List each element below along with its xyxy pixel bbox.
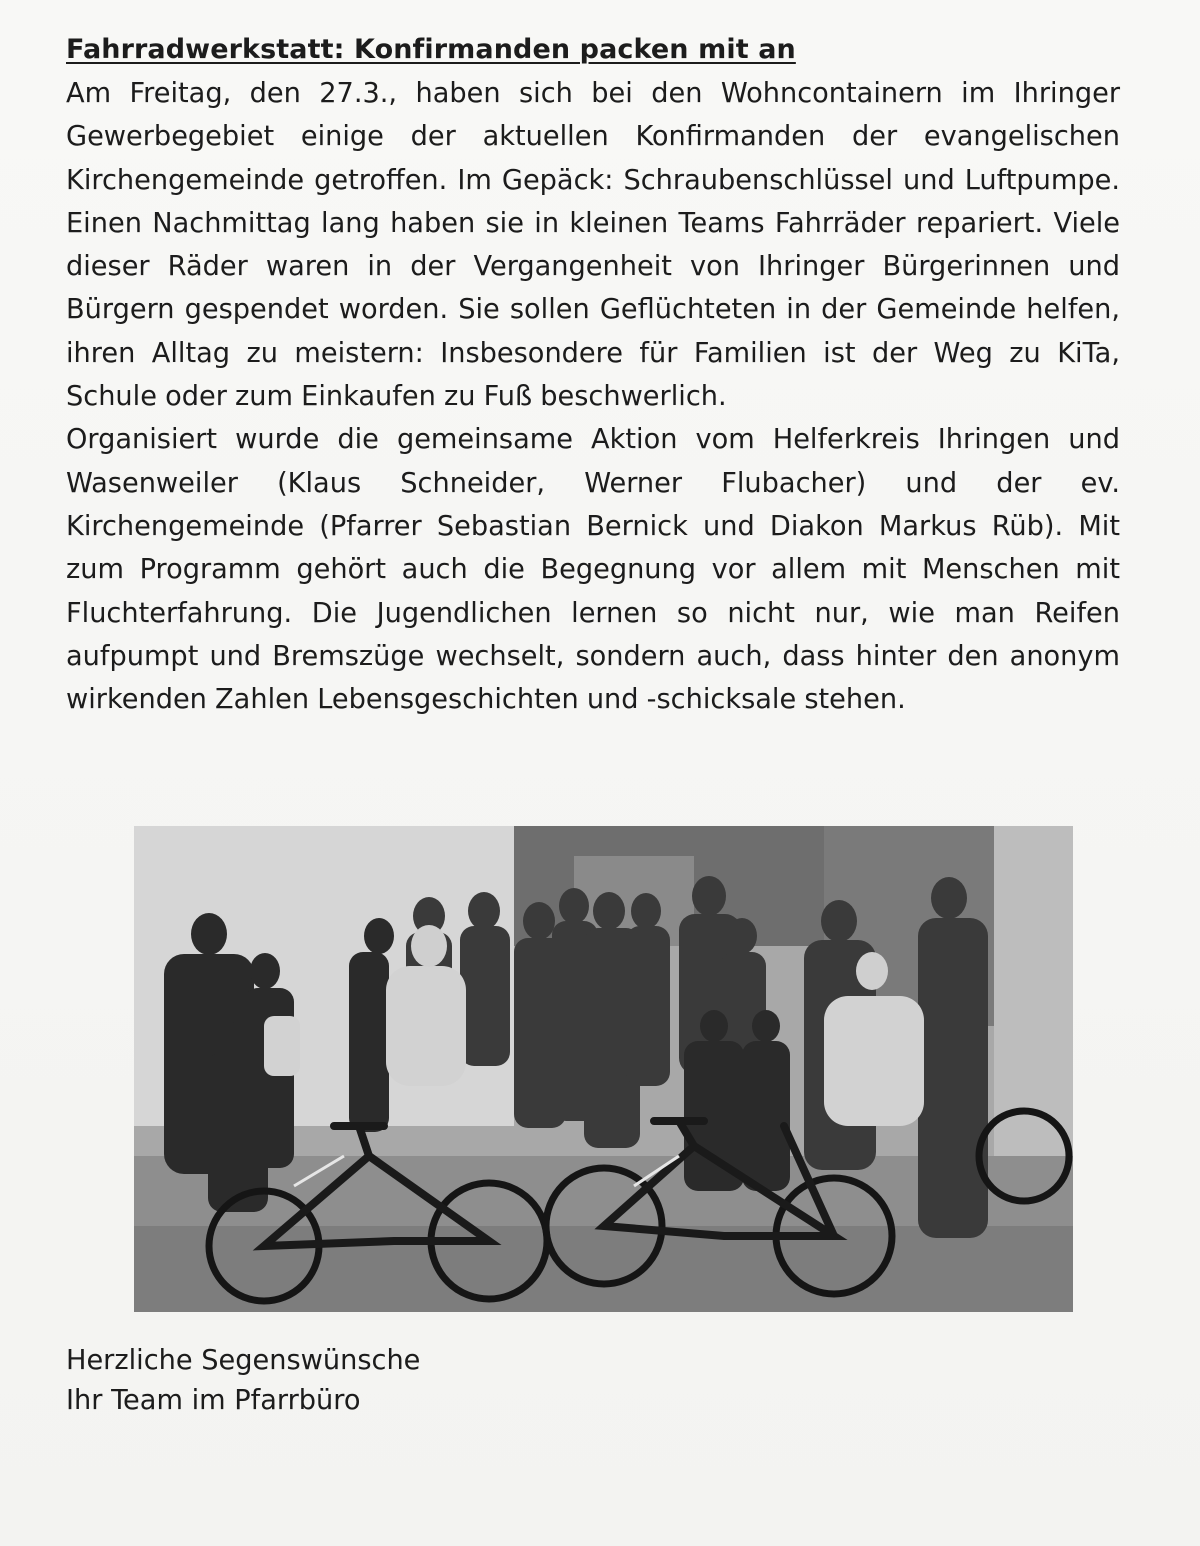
group-photo-illustration — [134, 826, 1073, 1312]
article-headline: Fahrradwerkstatt: Konfirmanden packen mit an — [66, 34, 796, 65]
closing — [66, 1341, 766, 1421]
article-paragraph-1: Am Freitag, den 27.3., haben sich bei den Wohncontainern im Ihringer Gewerbegebiet einige der aktuellen Konfirmanden der evangelischen Kirchengemeinde getroffen. Im Gepäck: Schraubenschlüssel und Luftpumpe. Einen Nachmittag lang haben sie in kleinen Teams Fahrräder repariert. Viele dieser Räder waren in der Vergangenheit von Ihringer Bürgerinnen und Bürgern gespendet worden. Sie sollen Geflüchteten in der Gemeinde helfen, ihren Alltag zu meistern: Insbesondere für Familien ist der Weg zu KiTa, Schule oder zum Einkaufen zu Fuß beschwerlich. — [66, 78, 1120, 413]
article-paragraph-2: Organisiert wurde die gemeinsame Aktion vom Helferkreis Ihringen und Wasenweiler (Klaus Schneider, Werner Flubacher) und der ev. Kirchengemeinde (Pfarrer Sebastian Bernick und Diakon Markus Rüb). Mit zum Programm gehört auch die Begegnung vor allem mit Menschen mit Fluchterfahrung. Die Jugendlichen lernen so nicht nur, wie man Reifen aufpumpt und Bremszüge wechselt, sondern auch, dass hinter den anonym wirkenden Zahlen Lebensgeschichten und -schicksale stehen. — [66, 424, 1120, 716]
closing-signature: Ihr Team im Pfarrbüro — [66, 1385, 361, 1416]
group-photo — [134, 826, 1073, 1312]
closing-greeting: Herzliche Segenswünsche — [66, 1345, 421, 1376]
article — [66, 28, 1120, 721]
